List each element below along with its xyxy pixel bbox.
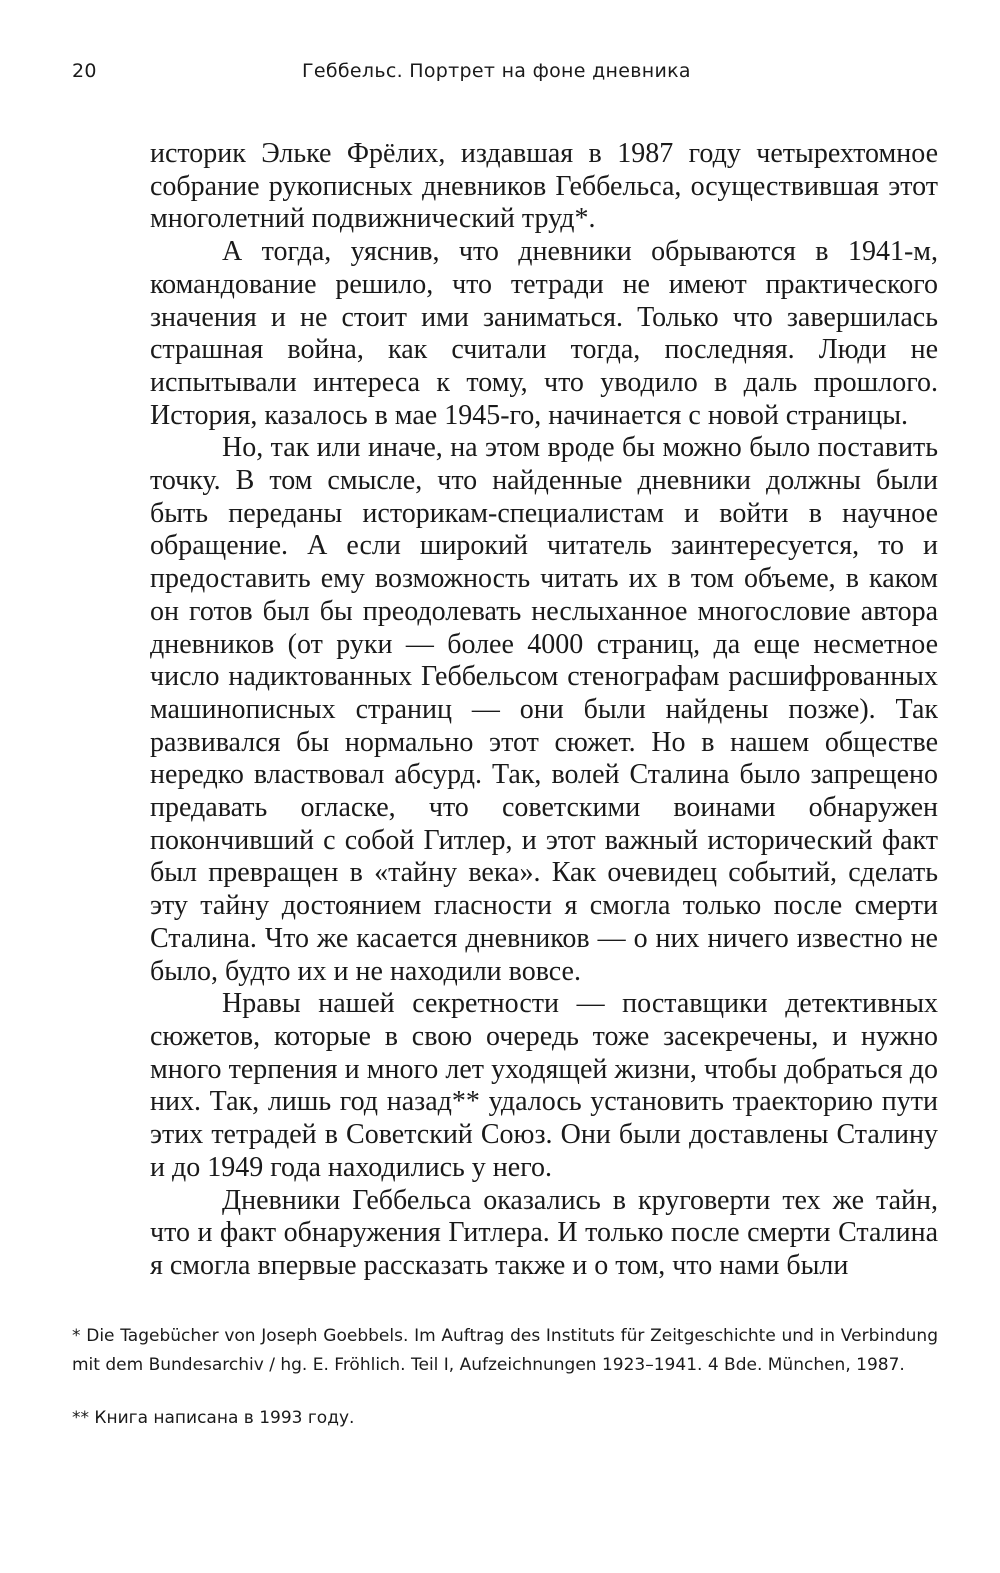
footnote-2: ** Книга написана в 1993 году. (72, 1408, 355, 1428)
paragraph: Но, так или иначе, на этом вроде бы можно было поставить точку. В том смысле, что найденные дневники должны были быть переданы историкам-специалистам и войти в научное обращение. А если широкий читатель заинтересуется, то и предоставить ему возможность читать их в том объеме, в каком он готов был бы преодолевать неслыханное многословие автора дневников (от руки — более 4000 страниц, да еще несметное число надиктованных Геббельсом стенографам расшифрованных машинописных страниц — они были найдены позже). Так развивался бы нормально этот сюжет. Но в нашем обществе нередко властвовал абсурд. Так, волей Сталина было запрещено предавать огласке, что советскими воинами обнаружен покончивший с собой Гитлер, и этот важный исторический факт был превращен в «тайну века». Как очевидец событий, сделать эту тайну достоянием гласности я смогла только после смерти Сталина. Что же касается дневников — о них ничего известно не было, будто их и не находили вовсе. (150, 432, 938, 987)
paragraph: А тогда, уяснив, что дневники обрываются в 1941-м, командование решило, что тетради не имеют практического значения и не стоит ими заниматься. Только что завершилась страшная война, как считали тогда, последняя. Люди не испытывали интереса к тому, что уводило в даль прошлого. История, казалось в мае 1945-го, начинается с новой страницы. (150, 236, 938, 431)
paragraph-last: Дневники Геббельса оказались в круговерти тех же тайн, что и факт обнаружения Гитлера. И только после смерти Сталина я смогла впервые рассказать также и о том, что нами были (150, 1184, 938, 1281)
running-title: Геббельс. Портрет на фоне дневника (302, 60, 691, 82)
paragraph: Нравы нашей секретности — поставщики детективных сюжетов, которые в свою очередь тоже засекречены, и нужно много терпения и много лет уходящей жизни, чтобы добраться до них. Так, лишь год назад** удалось установить траекторию пути этих тетрадей в Советский Союз. Они были доставлены Сталину и до 1949 года находились у него. (150, 988, 938, 1183)
main-text (150, 138, 938, 1283)
running-head (72, 60, 932, 92)
paragraph-continuation: историк Эльке Фрёлих, издавшая в 1987 году четырехтомное собрание рукописных дневников Геббельса, осуществившая этот многолетний подвижнический труд*. (150, 138, 938, 235)
page-number: 20 (72, 60, 97, 82)
footnotes (72, 1322, 938, 1433)
footnote-1: * Die Tagebücher von Joseph Goebbels. Im Auftrag des Instituts für Zeitgeschichte und in Verbindung mit dem Bundesarchiv / hg. E. Fröhlich. Teil I, Aufzeichnungen 1923–1941. 4 Bde. München, 1987. (72, 1326, 938, 1375)
